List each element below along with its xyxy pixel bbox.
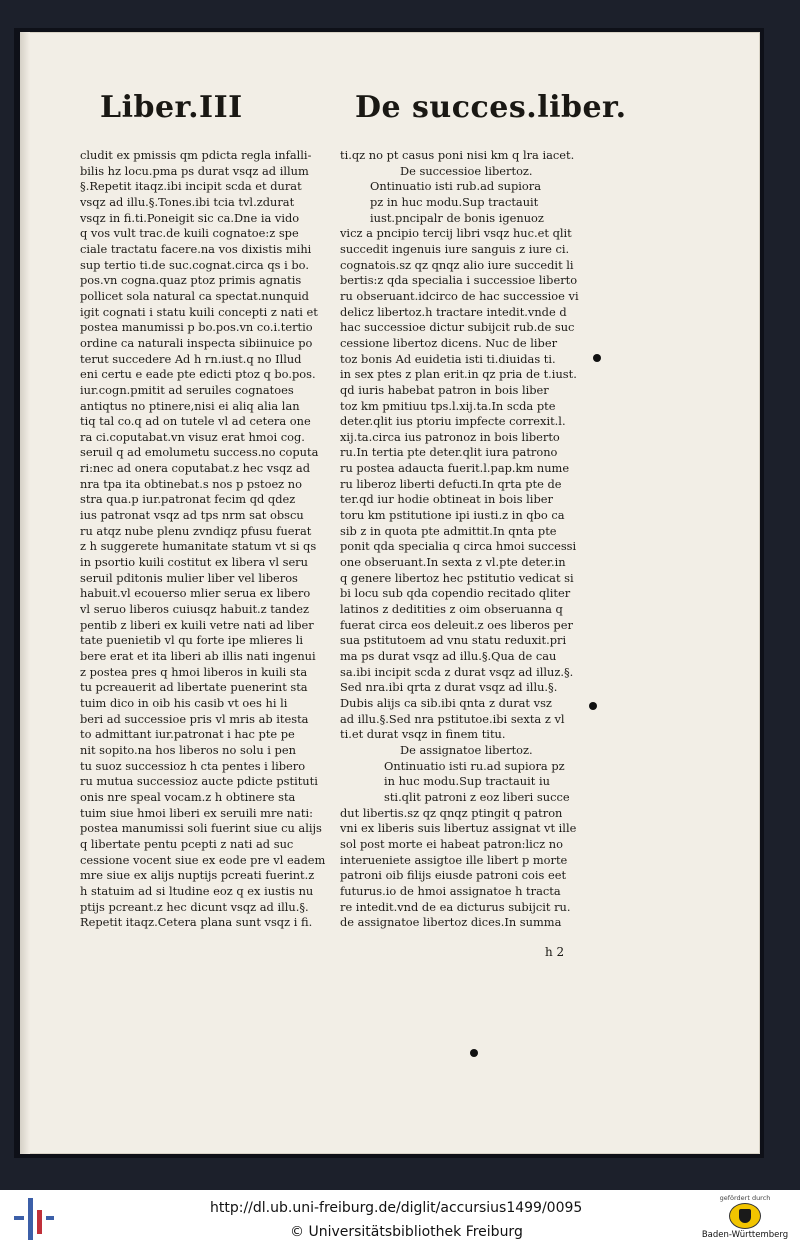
text-line: in huc modu.Sup tractauit iu — [384, 774, 550, 789]
text-line: eni certu e eade pte edicti ptoz q bo.pos. — [80, 367, 316, 382]
text-line: re intedit.vnd de ea dicturus subijcit ru. — [340, 899, 571, 914]
text-line: pentib z liberi ex kuili vetre nati ad liber — [80, 617, 314, 632]
text-line: delicz libertoz.h tractare intedit.vnde d — [340, 304, 567, 319]
text-line: ti.et durat vsqz in finem titu. — [340, 727, 506, 742]
sponsor-state: Baden-Württemberg — [701, 1230, 789, 1240]
copyright-notice: © Universitätsbibliothek Freiburg — [290, 1224, 523, 1240]
text-line: one obseruant.In sexta z vl.pte deter.in — [340, 555, 566, 570]
text-line: patroni oib filijs eiusde patroni cois eet — [340, 868, 567, 883]
text-line: cognatois.sz qz qnqz alio iure succedit li — [340, 257, 574, 272]
text-line: bilis hz locu.pma ps durat vsqz ad illum — [80, 163, 309, 178]
text-line: q vos vult trac.de kuili cognatoe:z spe — [80, 226, 299, 241]
text-line: vl seruo liberos cuiusqz habuit.z tandez — [80, 602, 310, 617]
text-line: interueniete assigtoe ille libert p morte — [340, 852, 568, 867]
text-line: vicz a pncipio tercij libri vsqz huc.et qlit — [340, 226, 572, 241]
text-line: tate puenietib vl qu forte ipe mlieres li — [80, 633, 303, 648]
text-line: ri:nec ad onera coputabat.z hec vsqz ad — [80, 461, 310, 476]
text-line: beri ad successioe pris vl mris ab itesta — [80, 711, 309, 726]
text-line: sol post morte ei habeat patron:licz no — [340, 836, 563, 851]
text-line: pollicet sola natural ca spectat.nunquid — [80, 288, 309, 303]
text-line: ru atqz nube plenu zvndiqz pfusu fuerat — [80, 523, 312, 538]
text-line: Ontinuatio isti ru.ad supiora pz — [384, 758, 565, 773]
text-line: De assignatoe libertoz. — [400, 742, 533, 757]
text-line: succedit ingenuis iure sanguis z iure ci. — [340, 241, 570, 256]
text-line: ru mutua successioz aucte pdicte pstituti — [80, 774, 318, 789]
text-line: nit sopito.na hos liberos no solu i pen — [80, 742, 296, 757]
text-line: Dubis alijs ca sib.ibi qnta z durat vsz — [340, 695, 552, 710]
signature-mark: h 2 — [545, 945, 565, 959]
text-line: ptijs pcreant.z hec dicunt vsqz ad illu.§. — [80, 899, 309, 914]
text-line: ter.qd iur hodie obtineat in bois liber — [340, 492, 553, 507]
permalink-url[interactable]: http://dl.ub.uni-freiburg.de/diglit/accursius1499/0095 — [210, 1200, 583, 1216]
text-line: sib z in quota pte admittit.In qnta pte — [340, 523, 557, 538]
text-line: bi locu sub qda copendio recitado qliter — [340, 586, 571, 601]
text-line: h statuim ad si ltudine eoz q ex iustis nu — [80, 883, 314, 898]
text-line: seruil q ad emolumetu success.no coputa — [80, 445, 319, 460]
text-line: igit cognati i statu kuili concepti z nati et — [80, 304, 318, 319]
text-line: tiq tal co.q ad on tutele vl ad cetera one — [80, 414, 311, 429]
text-line: mre siue ex alijs nuptijs pcreati fuerint.z — [80, 868, 315, 883]
text-line: ciale tractatu facere.na vos dixistis mihi — [80, 241, 312, 256]
text-line: stra qua.p iur.patronat fecim qd qdez — [80, 492, 296, 507]
text-line: sa.ibi incipit scda z durat vsqz ad illuz.§. — [340, 664, 574, 679]
text-line: vni ex liberis suis libertuz assignat vt ille — [340, 821, 577, 836]
page-marker-dot — [589, 702, 597, 710]
page-gutter — [20, 32, 30, 1154]
text-line: cessione libertoz dicens. Nuc de liber — [340, 335, 558, 350]
sponsor-badge[interactable] — [700, 1192, 790, 1246]
text-line: iur.cogn.pmitit ad seruiles cognatoes — [80, 382, 294, 397]
text-line: latinos z deditities z oim obseruanna q — [340, 602, 563, 617]
text-line: iust.pncipalr de bonis igenuoz — [370, 210, 544, 225]
text-line: terut succedere Ad h rn.iust.q no Illud — [80, 351, 302, 366]
state-crest-icon — [729, 1203, 761, 1229]
text-line: cludit ex pmissis qm pdicta regla infalli- — [80, 148, 312, 162]
text-line: postea manumissi soli fuerint siue cu alijs — [80, 821, 322, 836]
text-line: hac successioe dictur subijcit rub.de suc — [340, 320, 575, 335]
text-line: qd iuris habebat patron in bois liber — [340, 382, 549, 397]
text-line: ponit qda specialia q circa hmoi successi — [340, 539, 577, 554]
text-line: bertis:z qda specialia i successioe liberto — [340, 273, 578, 288]
text-line: Sed nra.ibi qrta z durat vsqz ad illu.§. — [340, 680, 558, 695]
text-line: ra ci.coputabat.vn visuz erat hmoi cog. — [80, 429, 305, 444]
text-line: pos.vn cogna.quaz ptoz primis agnatis — [80, 273, 302, 288]
text-line: sup tertio ti.de suc.cognat.circa qs i bo. — [80, 257, 309, 272]
text-line: habuit.vl ecouerso mlier serua ex libero — [80, 586, 311, 601]
text-line: nra tpa ita obtinebat.s nos p pstoez no — [80, 476, 303, 491]
text-line: vsqz in fi.ti.Poneigit sic ca.Dne ia vido — [80, 210, 300, 225]
text-line: z postea pres q hmoi liberos in kuili sta — [80, 664, 308, 679]
running-header-left: Liber.III — [100, 90, 243, 125]
text-line: vsqz ad illu.§.Tones.ibi tcia tvl.zdurat — [80, 194, 295, 209]
text-line: q genere libertoz hec pstitutio vedicat si — [340, 570, 574, 585]
text-line: in psortio kuili costitut ex libera vl seru — [80, 555, 308, 570]
text-line: bere erat et ita liberi ab illis nati ingenui — [80, 649, 316, 663]
text-line: ru liberoz liberti defucti.In qrta pte de — [340, 476, 562, 491]
page-marker-dot — [470, 1049, 478, 1057]
running-header-right: De succes.liber. — [355, 90, 627, 125]
text-line: z h suggerete humanitate statum vt si qs — [80, 539, 317, 554]
text-line: in sex ptes z plan erit.in qz pria de t.iust. — [340, 367, 577, 382]
text-line: tuim dico in oib his casib vt oes hi li — [80, 695, 288, 710]
text-line: ru obseruant.idcirco de hac successioe vi — [340, 288, 579, 303]
text-line: to admittant iur.patronat i hac pte pe — [80, 727, 295, 742]
university-library-logo-icon[interactable] — [14, 1198, 54, 1240]
text-line: sti.qlit patroni z eoz liberi succe — [384, 789, 570, 804]
sponsor-label: gefördert durch — [719, 1194, 771, 1202]
text-line: Ontinuatio isti rub.ad supiora — [370, 179, 541, 194]
text-line: ordine ca naturali inspecta sibiinuice po — [80, 335, 313, 350]
text-line: pz in huc modu.Sup tractauit — [370, 194, 539, 209]
text-line: tu pcreauerit ad libertate puenerint sta — [80, 680, 308, 695]
text-line: xij.ta.circa ius patronoz in bois liberto — [340, 429, 560, 444]
text-column-right — [340, 148, 590, 931]
text-line: ius patronat vsqz ad tps nrm sat obscu — [80, 508, 304, 523]
text-line: ru postea adaucta fuerit.l.pap.km nume — [340, 461, 570, 476]
text-line: de assignatoe libertoz dices.In summa — [340, 915, 562, 930]
text-line: ad illu.§.Sed nra pstitutoe.ibi sexta z vl — [340, 711, 565, 726]
text-line: toz bonis Ad euidetia isti ti.diuidas ti. — [340, 351, 556, 366]
text-line: cessione vocent siue ex eode pre vl eadem — [80, 852, 326, 867]
text-line: ti.qz no pt casus poni nisi km q lra iacet. — [340, 148, 575, 162]
text-line: toru km pstitutione ipi iusti.z in qbo ca — [340, 508, 565, 523]
text-line: dut libertis.sz qz qnqz ptingit q patron — [340, 805, 563, 820]
text-line: sua pstitutoem ad vnu statu reduxit.pri — [340, 633, 567, 648]
text-line: deter.qlit ius ptoriu impfecte correxit.l. — [340, 414, 566, 429]
text-line: §.Repetit itaqz.ibi incipit scda et durat — [80, 179, 302, 194]
text-line: toz km pmitiuu tps.l.xij.ta.In scda pte — [340, 398, 556, 413]
text-line: seruil pditonis mulier liber vel liberos — [80, 570, 298, 585]
text-column-left — [80, 148, 328, 931]
text-line: De successioe libertoz. — [400, 163, 533, 178]
text-line: ru.In tertia pte deter.qlit iura patrono — [340, 445, 558, 460]
text-line: q libertate pentu pcepti z nati ad suc — [80, 836, 294, 851]
text-line: fuerat circa eos deleuit.z oes liberos per — [340, 617, 573, 632]
text-line: postea manumissi p bo.pos.vn co.i.tertio — [80, 320, 313, 335]
text-line: futurus.io de hmoi assignatoe h tracta — [340, 883, 561, 898]
page-marker-dot — [593, 354, 601, 362]
text-line: tuim siue hmoi liberi ex seruili mre nati: — [80, 805, 313, 820]
text-line: Repetit itaqz.Cetera plana sunt vsqz i fi. — [80, 915, 313, 930]
text-line: onis nre speal vocam.z h obtinere sta — [80, 789, 296, 804]
text-line: ma ps durat vsqz ad illu.§.Qua de cau — [340, 649, 557, 663]
text-line: tu suoz successioz h cta pentes i libero — [80, 758, 306, 773]
text-line: antiqtus no ptinere,nisi ei aliq alia lan — [80, 398, 300, 413]
